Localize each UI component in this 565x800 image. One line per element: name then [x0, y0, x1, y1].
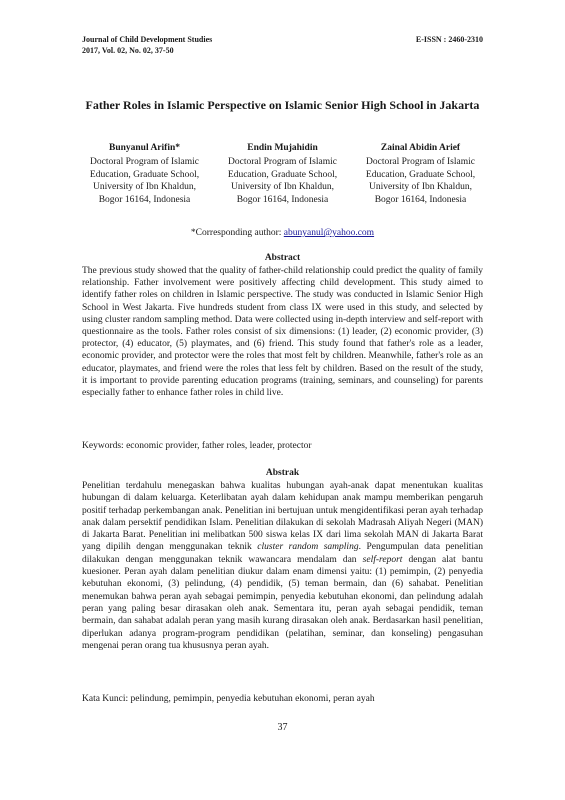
kata-kunci: Kata Kunci: pelindung, pemimpin, penyedia kebutuhan ekonomi, peran ayah — [82, 694, 375, 704]
author-affiliation: Doctoral Program of Islamic Education, Graduate School, University of Ibn Khaldun, Bogor 16164, Indonesia — [89, 156, 200, 206]
abstrak-text-part: dengan alat bantu kuesioner. Peran ayah dalam penelitian diukur dalam enam dimensi yaitu: (1) pemimpin, (2) penyedia kebutuhan ekonomi, (3) pelindung, (4) pendidik, (5) teman bermain, dan (6) sahabat. Penelitian menemukan bahwa peran ayah sebagai pemimpin, penyedia kebutuhan ekonomi, dan pelindung adalah peran yang paling besar dirasakan oleh anak. Sementara itu, peran ayah sebagai pendidik, teman bermain, dan sahabat adalah peran yang masih kurang dirasakan oleh anak. Berdasarkan hasil penelitian, diperlukan adanya program-program pendidikan (pelatihan, seminar, dan konseling) pengasuhan mengenai peran orang tua khususnya peran ayah. — [82, 554, 483, 651]
corresponding-label: *Corresponding author: — [190, 228, 284, 238]
author-name: Bunyanul Arifin* — [108, 143, 180, 153]
keywords: Keywords: economic provider, father roles, leader, protector — [82, 441, 312, 451]
author-name: Endin Mujahidin — [247, 143, 318, 153]
author-affiliation: Doctoral Program of Islamic Education, Graduate School, University of Ibn Khaldun, Bogor 16164, Indonesia — [365, 156, 476, 206]
author-block — [82, 142, 207, 207]
author-name: Zainal Abidin Arief — [380, 143, 461, 153]
corresponding-author — [82, 228, 483, 238]
corresponding-email-link[interactable]: abunyanul@yahoo.com — [283, 228, 375, 238]
issn-label: E-ISSN : 2460-2310 — [415, 35, 483, 44]
abstract-text: The previous study showed that the quality of father-child relationship could predict the quality of family relationship. Father involvement were positively affecting child development. This study aimed to identify father roles on children in Islamic perspective. The study was conducted in Islamic Senior High School in West Jakarta. Five hundreds student from class IX were used in this study, and selected by using cluster random sampling method. Data were collected using in-depth interview and self-report with questionnaire as the tools. Father roles consist of six dimensions: (1) leader, (2) economic provider, (3) protector, (4) educator, (5) playmates, and (6) friend. This study found that father's role as a leader, economic provider, and protector were the roles that most felt by children. Meanwhile, father's role as an educator, playmates, and friend were the roles that less felt by children. Based on the result of the study, it is important to provide parenting education programs (training, seminars, and counseling) for parents especially father to enhance father roles in child live. — [82, 266, 483, 399]
page-number: 37 — [277, 722, 288, 733]
journal-volume: 2017, Vol. 02, No. 02, 37-50 — [82, 45, 174, 55]
author-block — [220, 142, 345, 207]
author-affiliation: Doctoral Program of Islamic Education, Graduate School, University of Ibn Khaldun, Bogor 16164, Indonesia — [227, 156, 338, 206]
abstract-heading: Abstract — [264, 253, 301, 263]
journal-header — [82, 35, 212, 56]
journal-name: Journal of Child Development Studies — [82, 35, 213, 44]
abstrak-text-part: Penelitian terdahulu menegaskan bahwa kualitas hubungan ayah-anak dapat menentukan kualitas hubungan di dalam keluarga. Keterlibatan ayah dalam kehidupan anak mampu memberikan pengaruh positif terhadap perkembangan anak. Penelitian ini bertujuan untuk mengidentifikasi peran ayah terhadap anak dalam persektif pendidikan Islam. Penelitian dilakukan di sekolah Madrasah Aliyah Negeri (MAN) di Jakarta Barat. Penelitian ini melibatkan 500 siswa kelas IX dari lima sekolah MAN di Jakarta Barat yang dipilih dengan menggunakan teknik — [82, 481, 483, 553]
abstrak-italic-term: self-report — [362, 554, 403, 565]
paper-title: Father Roles in Islamic Perspective on Islamic Senior High School in Jakarta — [85, 98, 480, 112]
author-block — [358, 142, 483, 207]
abstrak-text — [82, 480, 483, 652]
abstrak-text-part: . Pengumpulan data penelitian dilakukan dengan menggunakan teknik wawancara mendalam dan — [82, 542, 484, 565]
abstrak-italic-term: cluster random sampling — [257, 542, 359, 553]
abstrak-heading: Abstrak — [265, 468, 300, 478]
